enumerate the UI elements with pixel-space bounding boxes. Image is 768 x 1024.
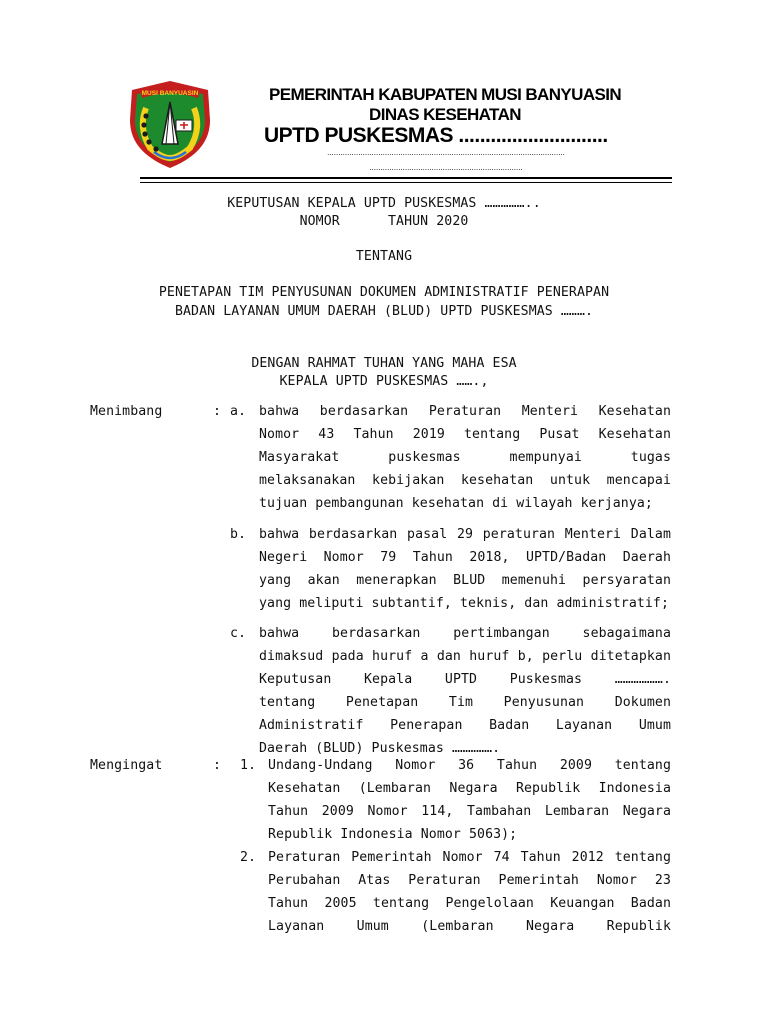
tentang-heading: TENTANG <box>355 249 413 264</box>
address-placeholder: ........................................................................................................... <box>327 148 565 157</box>
clause-line: yang akan menerapkan BLUD memenuhi persyaratan <box>259 573 671 588</box>
decree-subject-line-2: BADAN LAYANAN UMUM DAERAH (BLUD) UPTD PUSKESMAS ………. <box>174 304 594 319</box>
decree-title: KEPUTUSAN KEPALA UPTD PUSKESMAS …………….. <box>227 196 541 211</box>
clause-line: Keputusan Kepala UPTD Puskesmas ………………. <box>259 672 671 687</box>
mengingat-label: Mengingat <box>90 758 163 773</box>
clause-line: tujuan pembangunan kesehatan di wilayah kerjanya; <box>259 496 653 511</box>
clause-line: Undang-Undang Nomor 36 Tahun 2009 tentang <box>268 758 671 773</box>
clause-line: Administratif Penerapan Badan Layanan Umum <box>259 718 671 733</box>
clause-line: melaksanakan kebijakan kesehatan untuk mencapai <box>259 473 671 488</box>
logo-text: MUSI BANYUASIN <box>141 90 199 97</box>
address-placeholder-2: ..................................................................... <box>369 163 523 172</box>
letterhead-divider-thick <box>140 177 672 179</box>
clause-line: Kesehatan (Lembaran Negara Republik Indonesia <box>268 781 671 796</box>
clause-line: bahwa berdasarkan pasal 29 peraturan Menteri Dalam <box>259 527 671 542</box>
clause-line: dimaksud pada huruf a dan huruf b, perlu ditetapkan <box>259 649 671 664</box>
menimbang-colon: : <box>213 404 222 419</box>
item-marker: b. <box>230 527 247 542</box>
clause-line: Peraturan Pemerintah Nomor 74 Tahun 2012 tentang <box>268 850 671 865</box>
clause-line: Daerah (BLUD) Puskesmas ……………. <box>259 741 501 756</box>
item-marker: c. <box>230 626 247 641</box>
clause-line: Tahun 2009 Nomor 114, Tambahan Lembaran Negara <box>268 804 671 819</box>
decree-subject-line-1: PENETAPAN TIM PENYUSUNAN DOKUMEN ADMINISTRATIF PENERAPAN <box>158 285 610 300</box>
clause-line: Tahun 2005 tentang Pengelolaan Keuangan Badan <box>268 896 671 911</box>
clause-line: bahwa berdasarkan Peraturan Menteri Kesehatan <box>259 404 671 419</box>
regency-emblem-logo <box>124 78 216 170</box>
letterhead-divider-thin <box>140 182 672 183</box>
item-marker: a. <box>230 404 247 419</box>
clause-line: Masyarakat puskesmas mempunyai tugas <box>259 450 671 465</box>
mengingat-colon: : <box>213 758 222 773</box>
issuer-line: KEPALA UPTD PUSKESMAS ……., <box>279 374 489 389</box>
menimbang-label: Menimbang <box>90 404 163 419</box>
clause-line: Negeri Nomor 79 Tahun 2018, UPTD/Badan Daerah <box>259 550 671 565</box>
clause-line: Republik Indonesia Nomor 5063); <box>268 827 518 842</box>
clause-line: Perubahan Atas Peraturan Pemerintah Nomor 23 <box>268 873 671 888</box>
decree-number: NOMOR TAHUN 2020 <box>299 214 469 229</box>
item-marker: 2. <box>240 850 257 865</box>
blessing-line: DENGAN RAHMAT TUHAN YANG MAHA ESA <box>251 356 517 371</box>
clause-line: Layanan Umum (Lembaran Negara Republik <box>268 919 671 934</box>
clause-line: tentang Penetapan Tim Penyusunan Dokumen <box>259 695 671 710</box>
government-name: PEMERINTAH KABUPATEN MUSI BANYUASIN <box>268 85 622 104</box>
item-marker: 1. <box>240 758 257 773</box>
clause-line: bahwa berdasarkan pertimbangan sebagaimana <box>259 626 671 641</box>
unit-name: UPTD PUSKESMAS ............................ <box>264 124 608 147</box>
clause-line: Nomor 43 Tahun 2019 tentang Pusat Kesehatan <box>259 427 671 442</box>
clause-line: yang meliputi subtantif, teknis, dan administratif; <box>259 596 670 611</box>
agency-name: DINAS KESEHATAN <box>369 105 521 124</box>
